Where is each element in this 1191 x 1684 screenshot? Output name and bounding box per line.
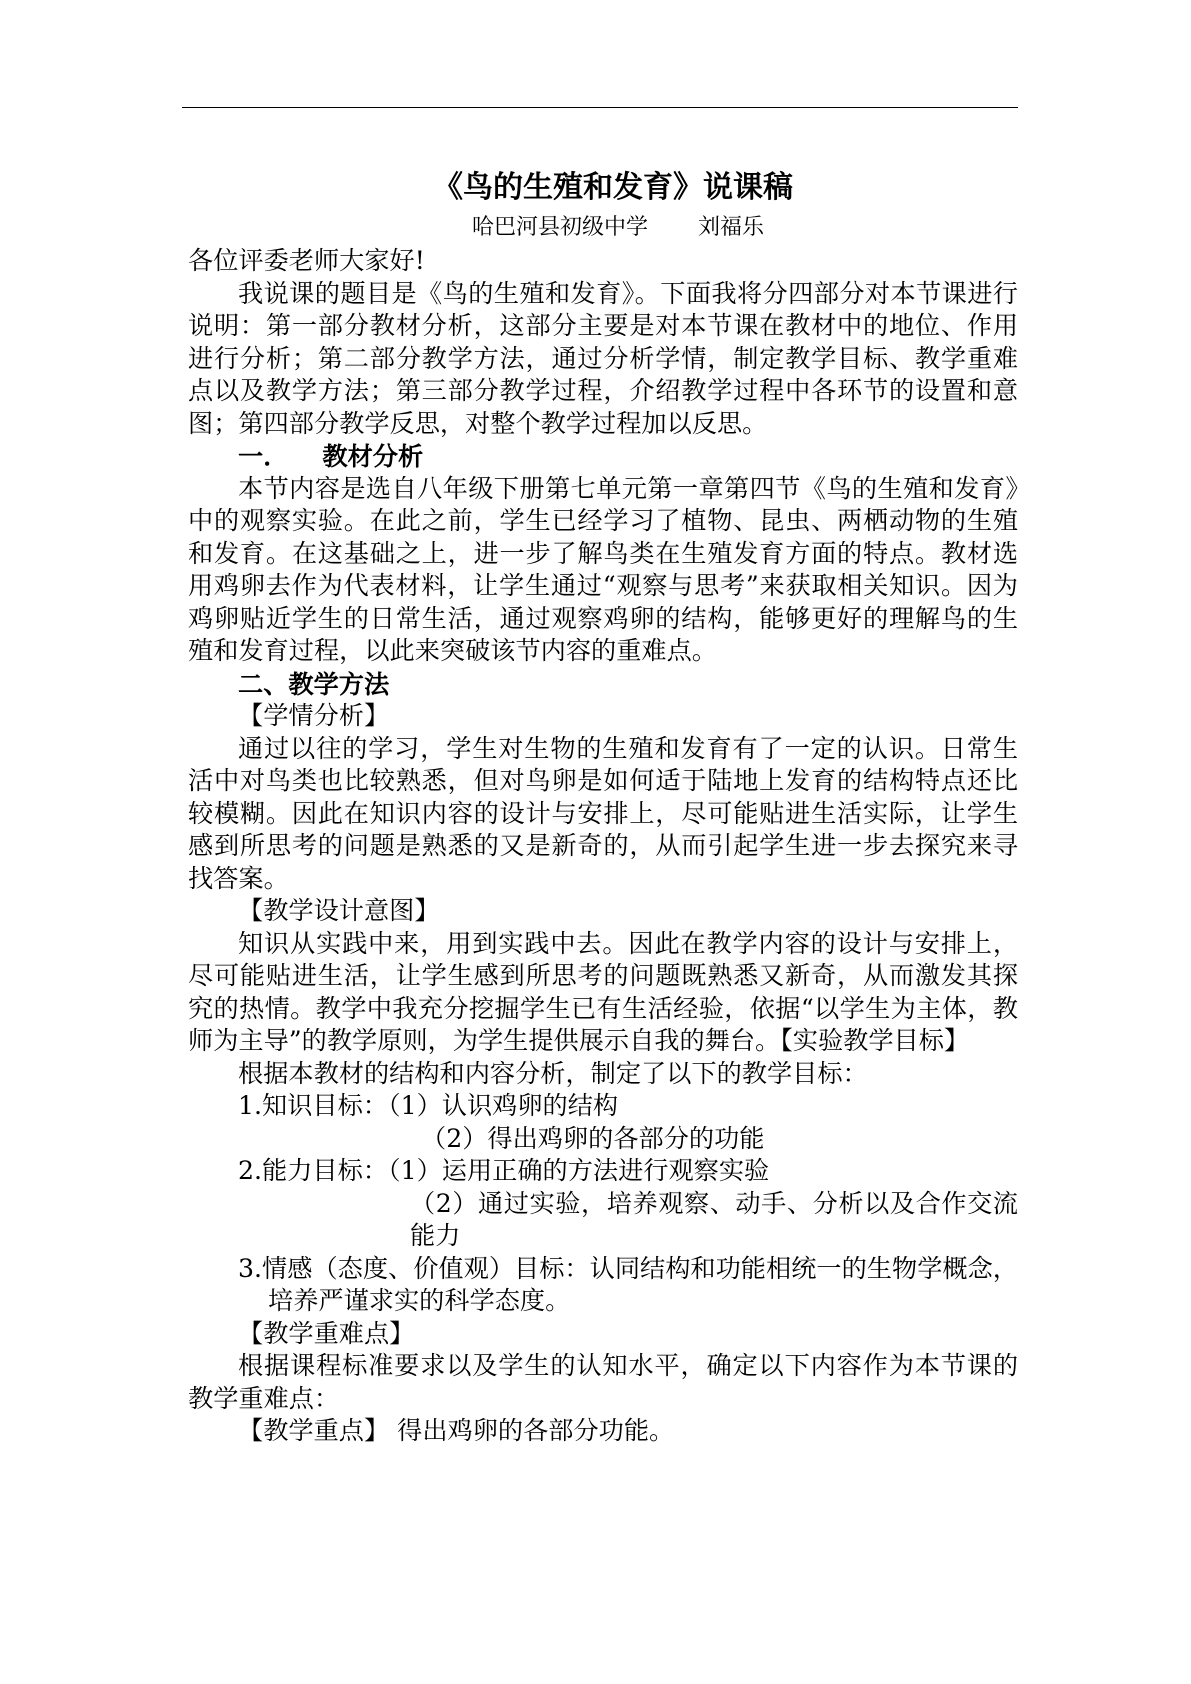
- mubiao-intro: 根据本教材的结构和内容分析，制定了以下的教学目标：: [238, 1058, 868, 1088]
- header-rule: [182, 107, 1018, 108]
- intro-paragraph: 我说课的题目是《鸟的生殖和发育》。下面我将分四部分对本节课进行说明：第一部分教材分析，这部分主要是对本节课在教材中的地位、作用进行分析；第二部分教学方法，通过分析学情，制定教学目标、教学重难点以及教学方法；第三部分教学过程，介绍教学过程中各环节的设置和意图；第四部分教学反思，对整个教学过程加以反思。: [188, 278, 1018, 438]
- goal1-item-b: （2）得出鸡卵的各部分的功能: [421, 1123, 765, 1153]
- document-body: [188, 165, 1018, 1448]
- goal1-row: [188, 1090, 1018, 1123]
- zhongnan-label: 【教学重难点】: [238, 1318, 415, 1348]
- zhongnan-paragraph: 根据课程标准要求以及学生的认知水平，确定以下内容作为本节课的教学重难点：: [188, 1351, 1018, 1413]
- zhongdian-row: [188, 1415, 1018, 1448]
- section2-heading: 二、教学方法: [238, 668, 390, 699]
- xueqing-label: 【学情分析】: [238, 701, 390, 730]
- sheji-paragraph: 知识从实践中来，用到实践中去。因此在教学内容的设计与安排上，尽可能贴进生活，让学生感到所思考的问题既熟悉又新奇，从而激发其探究的热情。教学中我充分挖掘学生已有生活经验，依据“以学生为主体，教师为主导”的教学原则，为学生提供展示自我的舞台。【实验教学目标】: [188, 928, 1018, 1055]
- xueqing-paragraph: 通过以往的学习，学生对生物的生殖和发育有了一定的认识。日常生活中对鸟类也比较熟悉，但对鸟卵是如何适于陆地上发育的结构特点还比较模糊。因此在知识内容的设计与安排上，尽可能贴进生活实际，让学生感到所思考的问题是熟悉的又是新奇的，从而引起学生进一步去探究来寻找答案。: [188, 733, 1018, 893]
- goal1-label: 1.知识目标：: [238, 1091, 388, 1120]
- goal2-item-a: （1）运用正确的方法进行观察实验: [387, 1156, 770, 1185]
- goal2-item-b: （2）通过实验，培养观察、动手、分析以及合作交流能力: [410, 1188, 1018, 1250]
- goal2-row: [188, 1155, 1018, 1188]
- goal3-text: 3.情感（态度、价值观）目标：认同结构和功能相统一的生物学概念，培养严谨求实的科学态度。: [238, 1253, 1018, 1315]
- section1-heading: [188, 440, 1018, 473]
- author-line: [188, 211, 1018, 245]
- zhongdian-text: 得出鸡卵的各部分功能。: [397, 1416, 675, 1445]
- goal3: [188, 1253, 1018, 1318]
- section1-title: 教材分析: [322, 441, 424, 471]
- goal1-item-a: （1）认识鸡卵的结构: [387, 1091, 619, 1120]
- zhongdian-label: 【教学重点】: [238, 1416, 390, 1445]
- author-name: 刘福乐: [698, 215, 765, 240]
- document-title: 《鸟的生殖和发育》说课稿: [433, 170, 793, 205]
- section1-paragraph: 本节内容是选自八年级下册第七单元第一章第四节《鸟的生殖和发育》中的观察实验。在此之前，学生已经学习了植物、昆虫、两栖动物的生殖和发育。在这基础之上，进一步了解鸟类在生殖发育方面的特点。教材选用鸡卵去作为代表材料，让学生通过“观察与思考”来获取相关知识。因为鸡卵贴近学生的日常生活，通过观察鸡卵的结构，能够更好的理解鸟的生殖和发育过程，以此来突破该节内容的重难点。: [188, 473, 1018, 665]
- section1-number: 一．: [238, 441, 289, 471]
- greeting: 各位评委老师大家好!: [188, 246, 425, 275]
- sheji-label: 【教学设计意图】: [238, 896, 440, 925]
- goal2-label: 2.能力目标：: [238, 1156, 388, 1185]
- author-school: 哈巴河县初级中学: [471, 215, 648, 240]
